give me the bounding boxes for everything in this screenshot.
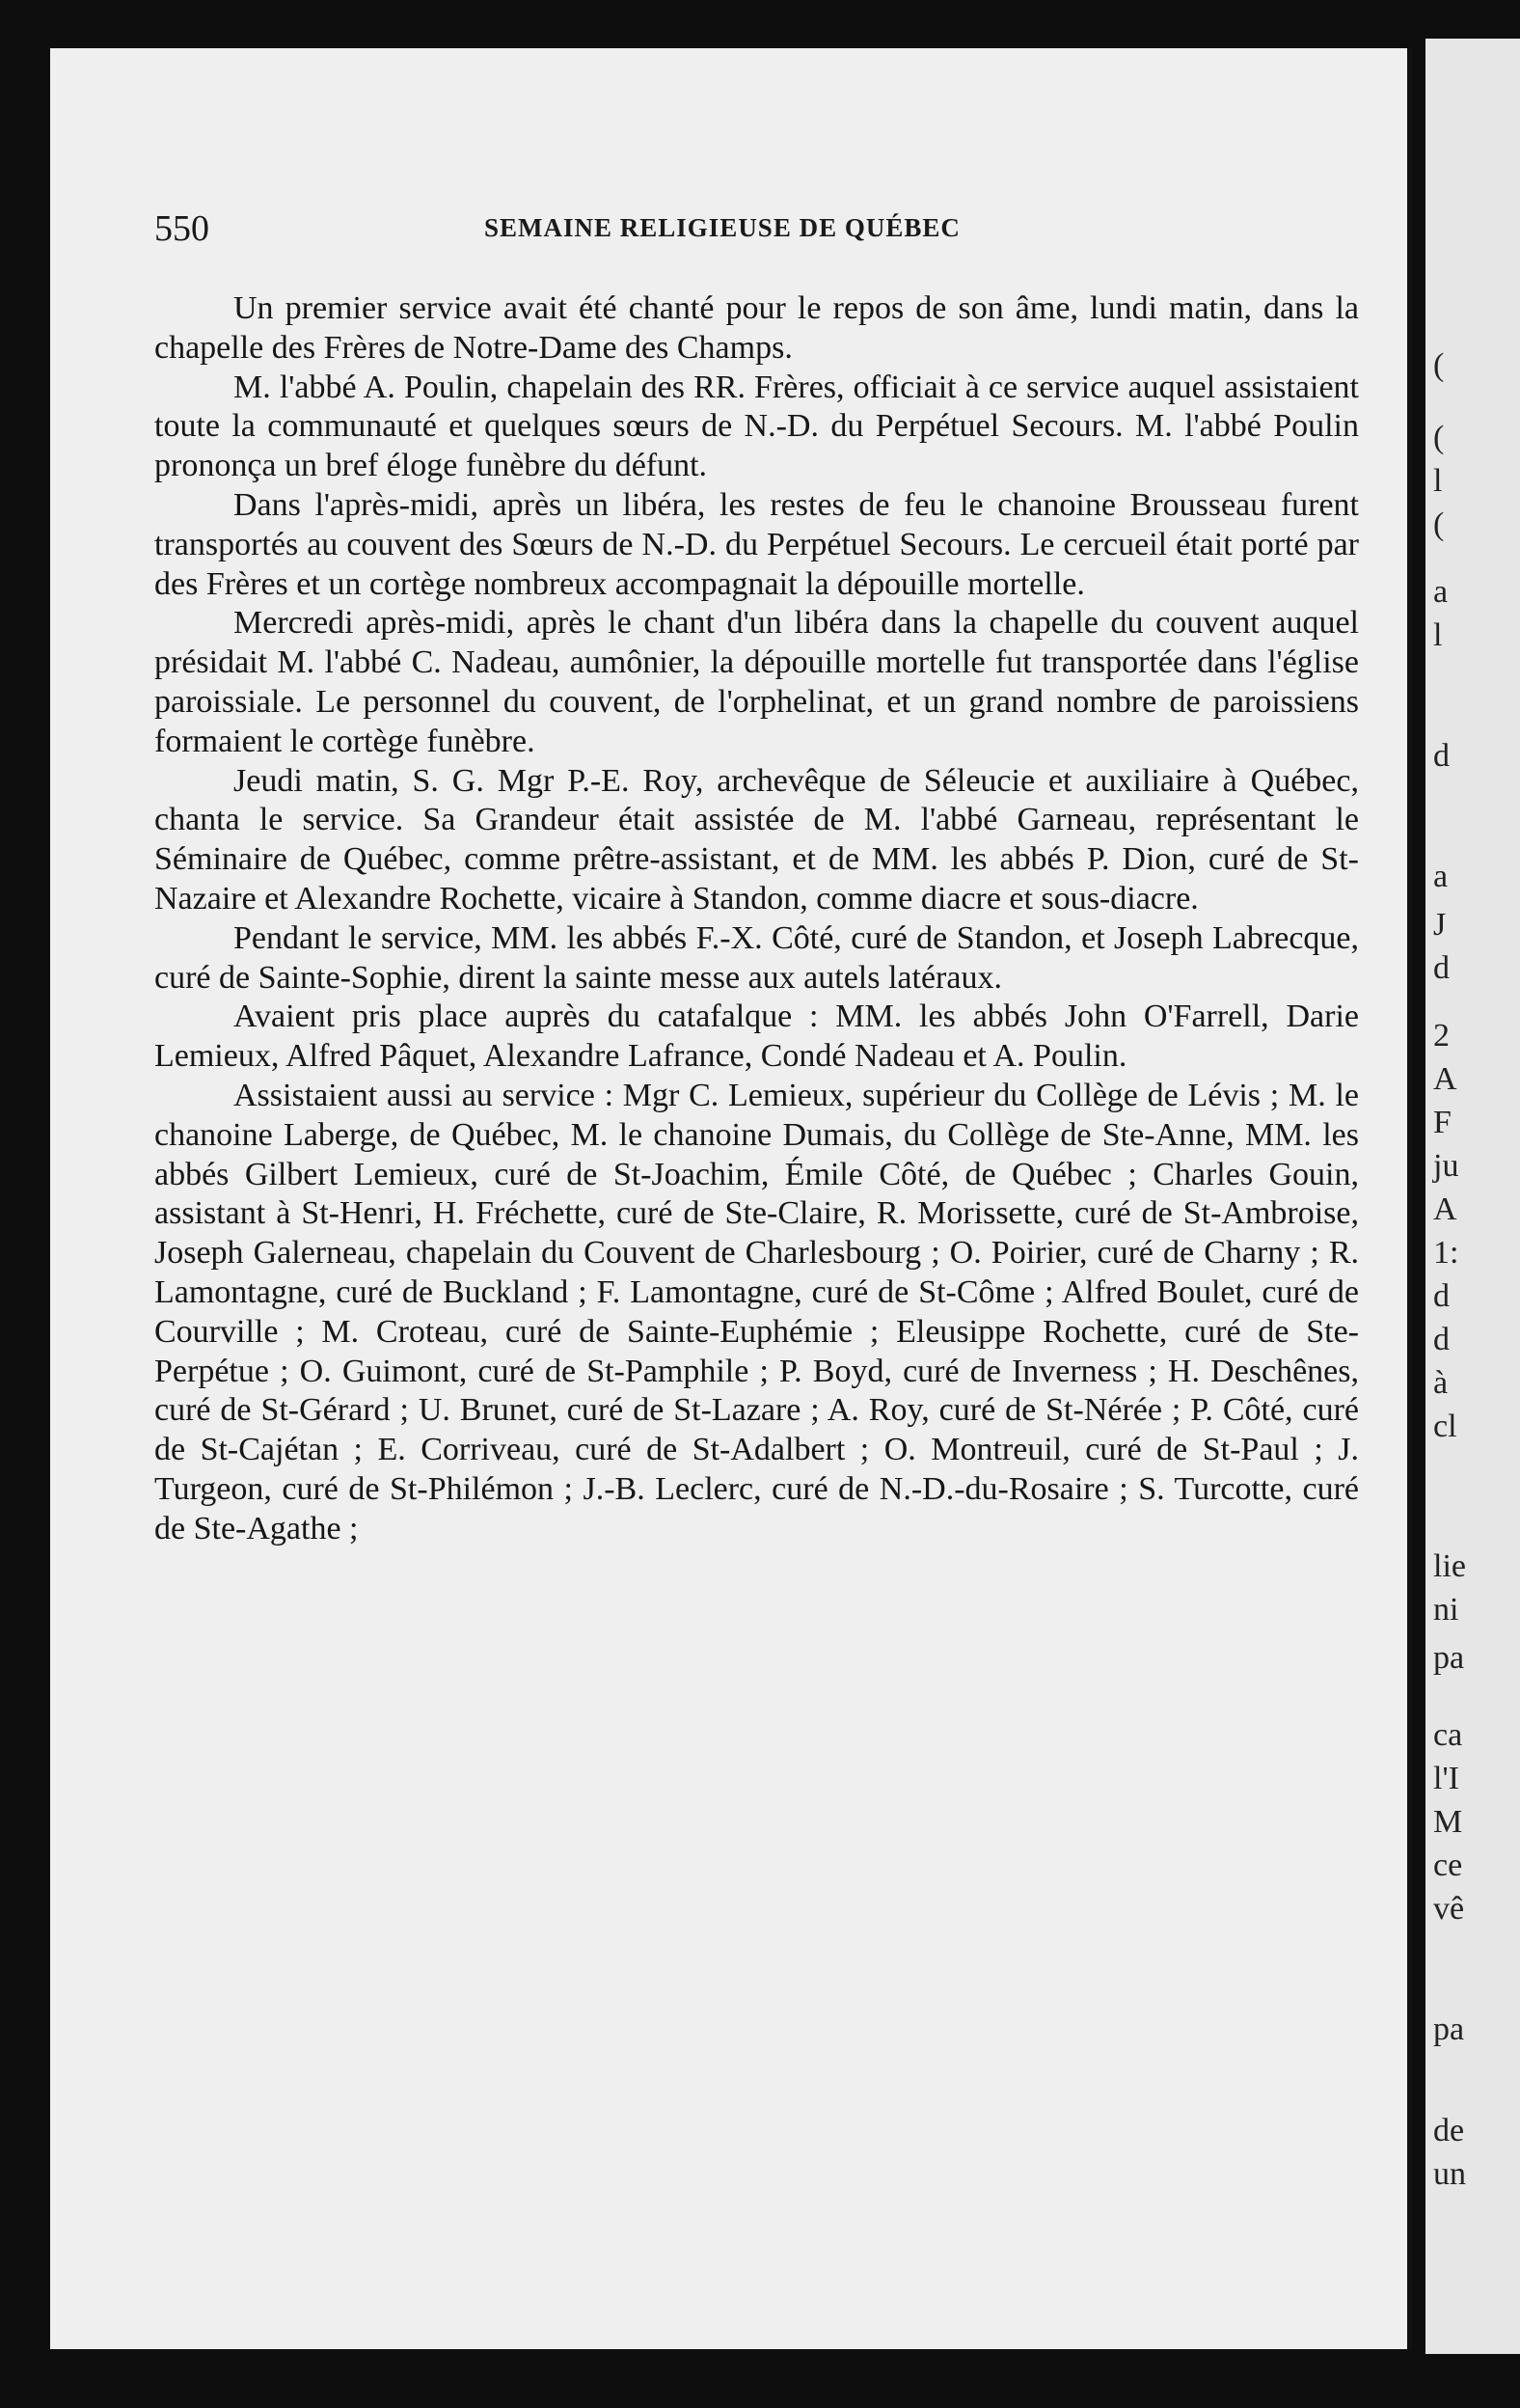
adjacent-fragment: 2 xyxy=(1433,1018,1450,1054)
article-body xyxy=(154,289,1359,1549)
adjacent-fragment: d xyxy=(1433,950,1450,986)
adjacent-fragment: ( xyxy=(1433,420,1445,455)
adjacent-fragment: cl xyxy=(1433,1409,1457,1444)
paragraph: Jeudi matin, S. G. Mgr P.-E. Roy, archevêque de Séleucie et auxiliaire à Québec, chanta le service. Sa Grandeur était assistée de M. l'abbé Garneau, représentant le Séminaire de Québec, comme prêtre-assistant, et de MM. les abbés P. Dion, curé de St-Nazaire et Alexandre Rochette, vicaire à Standon, comme diacre et sous-diacre. xyxy=(154,762,1359,917)
paragraph: Pendant le service, MM. les abbés F.-X. Côté, curé de Standon, et Joseph Labrecque, curé de Sainte-Sophie, dirent la sainte messe aux autels latéraux. xyxy=(154,919,1359,996)
adjacent-fragment: d xyxy=(1433,738,1450,774)
adjacent-fragment: ( xyxy=(1433,506,1445,542)
adjacent-fragment: l xyxy=(1433,463,1443,499)
paragraph: Mercredi après-midi, après le chant d'un libéra dans la chapelle du couvent auquel présidait M. l'abbé C. Nadeau, aumônier, la dépouille mortelle fut transportée dans l'église paroissiale. Le personnel du couvent, de l'orphelinat, et un grand nombre de paroissiens formaient le cortège funèbre. xyxy=(154,605,1359,759)
adjacent-fragment: 1: xyxy=(1433,1235,1459,1271)
adjacent-fragment: M xyxy=(1433,1804,1463,1840)
adjacent-fragment: ni xyxy=(1433,1592,1459,1628)
adjacent-page-edge xyxy=(1425,39,1520,2354)
page-header xyxy=(154,207,1370,265)
adjacent-fragment: d xyxy=(1433,1278,1450,1314)
adjacent-fragment: ( xyxy=(1433,347,1445,383)
paragraph: Assistaient aussi au service : Mgr C. Lemieux, supérieur du Collège de Lévis ; M. le chanoine Laberge, de Québec, M. le chanoine Dumais, du Collège de Ste-Anne, MM. les abbés Gilbert Lemieux, curé de St-Joachim, Émile Côté, de Québec ; Charles Gouin, assistant à St-Henri, H. Fréchette, curé de Ste-Claire, R. Morissette, curé de St-Ambroise, Joseph Galerneau, chapelain du Couvent de Charlesbourg ; O. Poirier, curé de Charny ; R. Lamontagne, curé de Buckland ; F. Lamontagne, curé de St-Côme ; Alfred Boulet, curé de Courville ; M. Croteau, curé de Sainte-Euphémie ; Eleusippe Rochette, curé de Ste-Perpétue ; O. Guimont, curé de St-Pamphile ; P. Boyd, curé de Inverness ; H. Deschênes, curé de St-Gérard ; U. Brunet, curé de St-Lazare ; A. Roy, curé de St-Nérée ; P. Côté, curé de St-Cajétan ; E. Corriveau, curé de St-Adalbert ; O. Montreuil, curé de St-Paul ; J. Turgeon, curé de St-Philémon ; J.-B. Leclerc, curé de N.-D.-du-Rosaire ; S. Turcotte, curé de Ste-Agathe ; xyxy=(154,1077,1359,1546)
adjacent-fragment: A xyxy=(1433,1191,1457,1227)
paragraph: Avaient pris place auprès du catafalque : MM. les abbés John O'Farrell, Darie Lemieux, Alfred Pâquet, Alexandre Lafrance, Condé Nadeau et A. Poulin. xyxy=(154,999,1359,1075)
paragraph: Un premier service avait été chanté pour le repos de son âme, lundi matin, dans la chapelle des Frères de Notre-Dame des Champs. xyxy=(154,290,1359,366)
adjacent-fragment: ce xyxy=(1433,1847,1463,1883)
adjacent-fragment: un xyxy=(1433,2156,1466,2192)
adjacent-fragment: ca xyxy=(1433,1717,1463,1753)
adjacent-fragment: J xyxy=(1433,907,1447,943)
adjacent-fragment: lie xyxy=(1433,1548,1466,1584)
adjacent-fragment: pa xyxy=(1433,1640,1465,1676)
adjacent-fragment: l'I xyxy=(1433,1761,1459,1796)
adjacent-fragment: a xyxy=(1433,859,1449,894)
adjacent-fragment: F xyxy=(1433,1105,1452,1140)
adjacent-fragment: ju xyxy=(1433,1148,1459,1184)
adjacent-fragment: de xyxy=(1433,2113,1465,2148)
page-number: 550 xyxy=(154,208,209,249)
adjacent-fragment: l xyxy=(1433,617,1443,653)
adjacent-fragment: A xyxy=(1433,1061,1457,1097)
running-head: SEMAINE RELIGIEUSE DE QUÉBEC xyxy=(484,213,961,242)
paragraph: Dans l'après-midi, après un libéra, les restes de feu le chanoine Brousseau furent transportés au couvent des Sœurs de N.-D. du Perpétuel Secours. Le cercueil était porté par des Frères et un cortège nombreux accompagnait la dépouille mortelle. xyxy=(154,486,1359,602)
adjacent-fragment: d xyxy=(1433,1322,1450,1357)
adjacent-fragment: pa xyxy=(1433,2011,1465,2047)
paragraph: M. l'abbé A. Poulin, chapelain des RR. Frères, officiait à ce service auquel assistaient toute la communauté et quelques sœurs de N.-D. du Perpétuel Secours. M. l'abbé Poulin prononça un bref éloge funèbre du défunt. xyxy=(154,369,1359,484)
adjacent-fragment: a xyxy=(1433,574,1449,610)
adjacent-fragment: à xyxy=(1433,1365,1449,1401)
adjacent-fragment: vê xyxy=(1433,1891,1465,1927)
